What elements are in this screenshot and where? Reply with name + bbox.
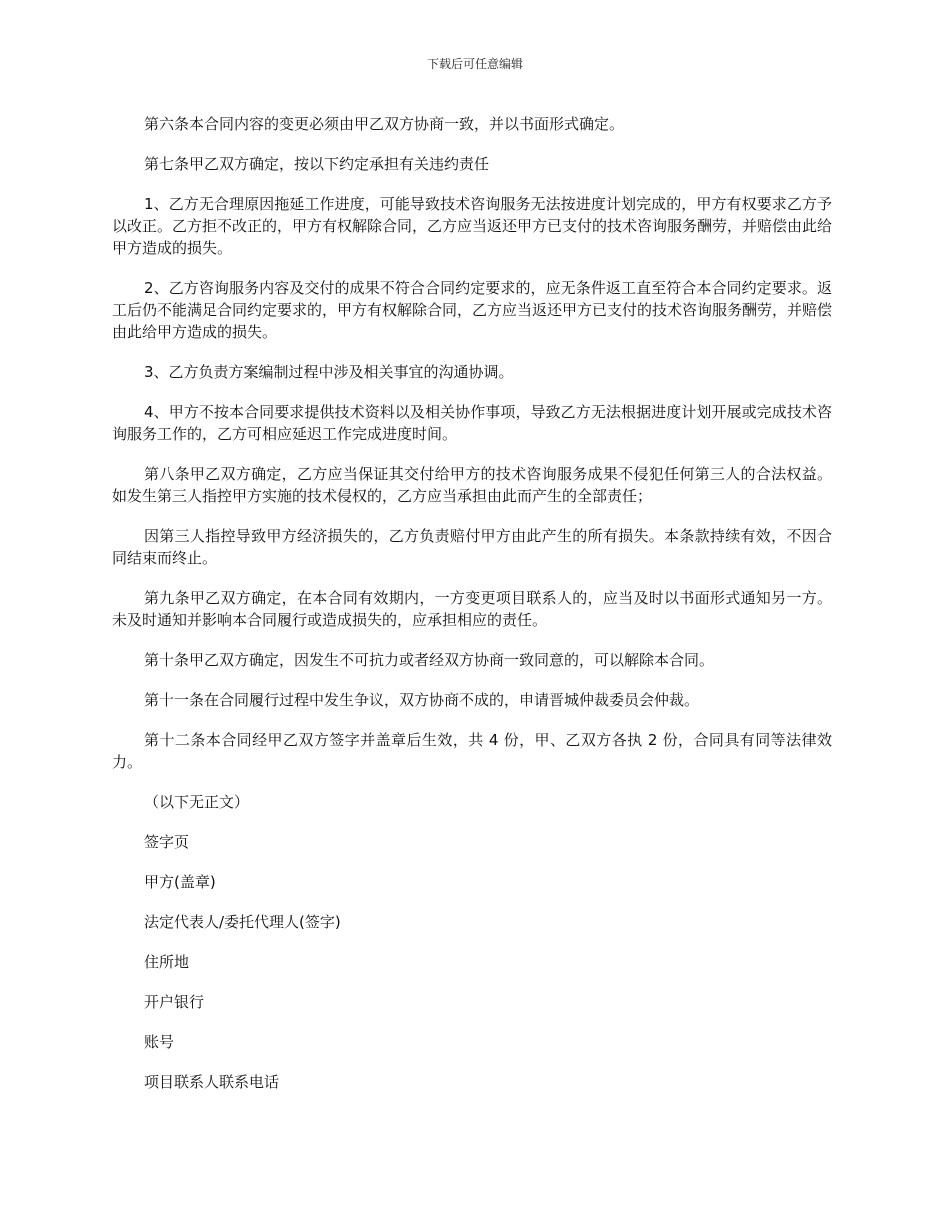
paragraph-article-8: 第八条甲乙双方确定，乙方应当保证其交付给甲方的技术咨询服务成果不侵犯任何第三人的合法权益。如发生第三人指控甲方实施的技术侵权的，乙方应当承担由此而产生的全部责任； — [112, 465, 832, 505]
legal-representative-label: 法定代表人/委托代理人(签字) — [144, 913, 341, 931]
paragraph-article-7: 第七条甲乙双方确定，按以下约定承担有关违约责任 — [144, 155, 490, 173]
paragraph-article-12: 第十二条本合同经甲乙双方签字并盖章后生效，共 4 份，甲、乙双方各执 2 份，合同具有同等法律效力。 — [112, 731, 832, 771]
paragraph-article-10: 第十条甲乙双方确定，因发生不可抗力或者经双方协商一致同意的，可以解除本合同。 — [144, 651, 715, 669]
paragraph-clause-4: 4、甲方不按本合同要求提供技术资料以及相关协作事项，导致乙方无法根据进度计划开展或完成技术咨询服务工作的，乙方可相应延迟工作完成进度时间。 — [112, 403, 832, 443]
project-contact-phone-label: 项目联系人联系电话 — [144, 1073, 280, 1091]
paragraph-article-9: 第九条甲乙双方确定，在本合同有效期内，一方变更项目联系人的，应当及时以书面形式通知另一方。未及时通知并影响本合同履行或造成损失的，应承担相应的责任。 — [112, 589, 832, 629]
account-number-label: 账号 — [144, 1033, 175, 1051]
signature-page-title: 签字页 — [144, 833, 190, 851]
paragraph-article-6: 第六条本合同内容的变更必须由甲乙双方协商一致，并以书面形式确定。 — [144, 115, 625, 133]
party-a-seal-label: 甲方(盖章) — [144, 873, 216, 891]
page-header: 下载后可任意编辑 — [426, 57, 523, 71]
paragraph-article-8-continued: 因第三人指控导致甲方经济损失的，乙方负责赔付甲方由此产生的所有损失。本条款持续有效，不因合同结束而终止。 — [112, 527, 832, 567]
bank-label: 开户银行 — [144, 993, 205, 1011]
paragraph-clause-1: 1、乙方无合理原因拖延工作进度，可能导致技术咨询服务无法按进度计划完成的，甲方有权要求乙方予以改正。乙方拒不改正的，甲方有权解除合同，乙方应当返还甲方已支付的技术咨询服务酬劳，并赔偿由此给甲方造成的损失。 — [112, 195, 833, 257]
address-label: 住所地 — [144, 953, 190, 971]
paragraph-clause-3: 3、乙方负责方案编制过程中涉及相关事宜的沟通协调。 — [144, 363, 514, 381]
paragraph-article-11: 第十一条在合同履行过程中发生争议，双方协商不成的，申请晋城仲裁委员会仲裁。 — [144, 691, 700, 709]
no-more-text-note: （以下无正文） — [144, 793, 250, 811]
document-body — [112, 113, 832, 1111]
paragraph-clause-2: 2、乙方咨询服务内容及交付的成果不符合合同约定要求的，应无条件返工直至符合本合同约定要求。返工后仍不能满足合同约定要求的，甲方有权解除合同，乙方应当返还甲方已支付的技术咨询服务酬劳，并赔偿由此给甲方造成的损失。 — [112, 279, 833, 341]
